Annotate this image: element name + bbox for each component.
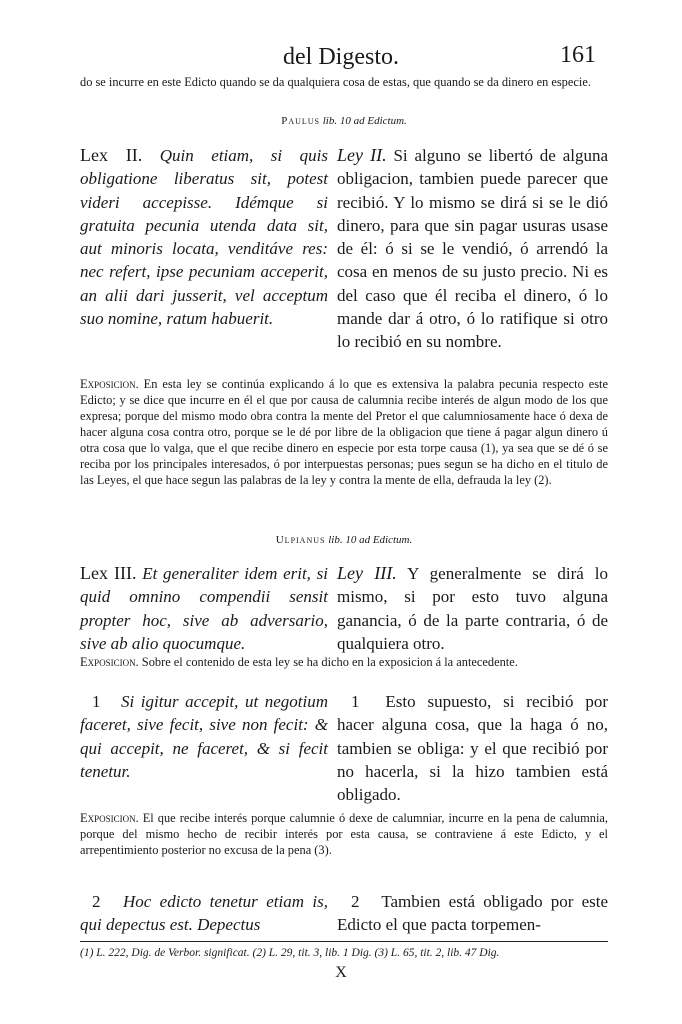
ley-2-spanish-text: Si alguno se libertó de alguna obligacion, tambien puede parecer que recibió. Y lo mismo se dirá si se le dió dinero, para que sin pagar usuras usase de él: ó si se le vendió, ó arrendó la cosa en menos de su justo precio. Ni es del caso que él reciba el dinero, ó lo mande dar á otro, ó lo ratifique si otro lo recibió en su nombre. xyxy=(337,146,609,352)
lex-3-latin-heading: Lex III. xyxy=(80,563,137,583)
attribution-paulus xyxy=(80,115,608,127)
lex-3-latin-text: Et generaliter idem erit, si quid omnino compendii sensit propter hoc, sive ab adversario, sive ab alio quocumque. xyxy=(80,564,329,653)
section-2-latin-text: Hoc edicto tenetur etiam is, qui depectus est. Depectus xyxy=(80,892,329,935)
section-2-spanish-text: Tambien está obligado por este Edicto el que pacta torpemen- xyxy=(337,892,608,935)
attribution-name: Ulpianus xyxy=(275,534,326,546)
exposicion-3 xyxy=(80,810,608,858)
exposicion-1 xyxy=(80,376,608,488)
lex-2-latin-heading: Lex II. xyxy=(80,145,143,165)
exposicion-2-label: Exposicion. xyxy=(80,655,139,669)
section-1-spanish xyxy=(337,690,608,806)
ley-3-spanish xyxy=(337,562,608,655)
page-number: 161 xyxy=(560,42,596,68)
lex-2-latin-text: Quin etiam, si quis obligatione liberatus sit, potest videri accepisse. Idémque si gratuita pecunia utenda data sit, aut minoris locata, venditáve res: nec refert, ipse pecuniam acceperit, an alii dari jusserit, vel acceptum suo nomine, ratum habuerit. xyxy=(80,146,328,329)
lex-3-latin xyxy=(80,562,328,655)
intro-paragraph: do se incurre en este Edicto quando se da qualquiera cosa de estas, que quando se da dinero en especie. xyxy=(80,75,591,89)
attribution-name: Paulus xyxy=(281,115,320,127)
ley-3-spanish-heading: Ley III. xyxy=(337,563,397,583)
exposicion-1-label: Exposicion. xyxy=(80,377,139,391)
exposicion-3-label: Exposicion. xyxy=(80,811,139,825)
attribution-ulpianus xyxy=(80,534,608,546)
section-1-number: 1 xyxy=(351,692,360,711)
section-2-number: 2 xyxy=(351,892,360,911)
exposicion-1-text: En esta ley se continúa explicando á lo que es extensiva la palabra pecunia respecto este Edicto; y se dice que incurre en él el que por causa de calumnia recibe interés de algun modo de los que expresa; porque del mismo modo obra contra la mente del Pretor el que calumniosamente hace ó dexa de hacer alguna cosa contra otro, porque se le dé por libre de la obligacion que tiene á pagar algun dinero ú otra cosa que lo valga, que el que recibe dinero en especie por esta torpe causa (1), ya sea que se dé ó se reciba por los principales interesados, ó por interpuestas personas; pues segun se ha dicho en el titulo de las Leyes, el que hace segun las palabras de la ley y contra la mente de ella, defrauda la ley (2). xyxy=(80,377,608,487)
footnote-rule xyxy=(80,941,608,942)
signature-mark: X xyxy=(335,964,347,981)
section-2-number: 2 xyxy=(92,892,101,911)
section-1-latin-text: Si igitur accepit, ut negotium faceret, sive fecit, sive non fecit: & qui accepit, ne faceret, & si fecit tenetur. xyxy=(80,692,328,781)
ley-2-spanish-heading: Ley II. xyxy=(337,145,387,165)
section-1-latin xyxy=(80,690,328,783)
section-1-number: 1 xyxy=(92,692,101,711)
lex-2-latin xyxy=(80,144,328,330)
ley-3-spanish-text: Y generalmente se dirá lo mismo, si por esto tuvo alguna ganancia, ó de la parte contraria, ó de qualquiera otro. xyxy=(337,564,608,653)
running-title: del Digesto. xyxy=(283,44,399,70)
exposicion-3-text: El que recibe interés porque calumnie ó dexe de calumniar, incurre en la pena de calumnia, porque del mismo hecho de recibir interés por esta causa, se contraviene á este Edicto, y el arrepentimiento posterior no excusa de la pena (3). xyxy=(80,811,608,857)
exposicion-2 xyxy=(80,654,608,670)
ley-2-spanish xyxy=(337,144,608,354)
footnotes: (1) L. 222, Dig. de Verbor. significat. (2) L. 29, tit. 3, lib. 1 Dig. (3) L. 65, tit. 2, lib. 47 Dig. xyxy=(80,947,500,959)
section-1-spanish-text: Esto supuesto, si recibió por hacer alguna cosa, que la haga ó no, tambien se obliga: y el que recibió por no hacerla, si la hizo tambien está obligado. xyxy=(337,692,609,805)
exposicion-2-text: Sobre el contenido de esta ley se ha dicho en la exposicion á la antecedente. xyxy=(141,655,518,669)
section-2-spanish xyxy=(337,890,608,937)
section-2-latin xyxy=(80,890,328,937)
attribution-ref: lib. 10 ad Edictum. xyxy=(322,115,407,127)
attribution-ref: lib. 10 ad Edictum. xyxy=(328,534,413,546)
